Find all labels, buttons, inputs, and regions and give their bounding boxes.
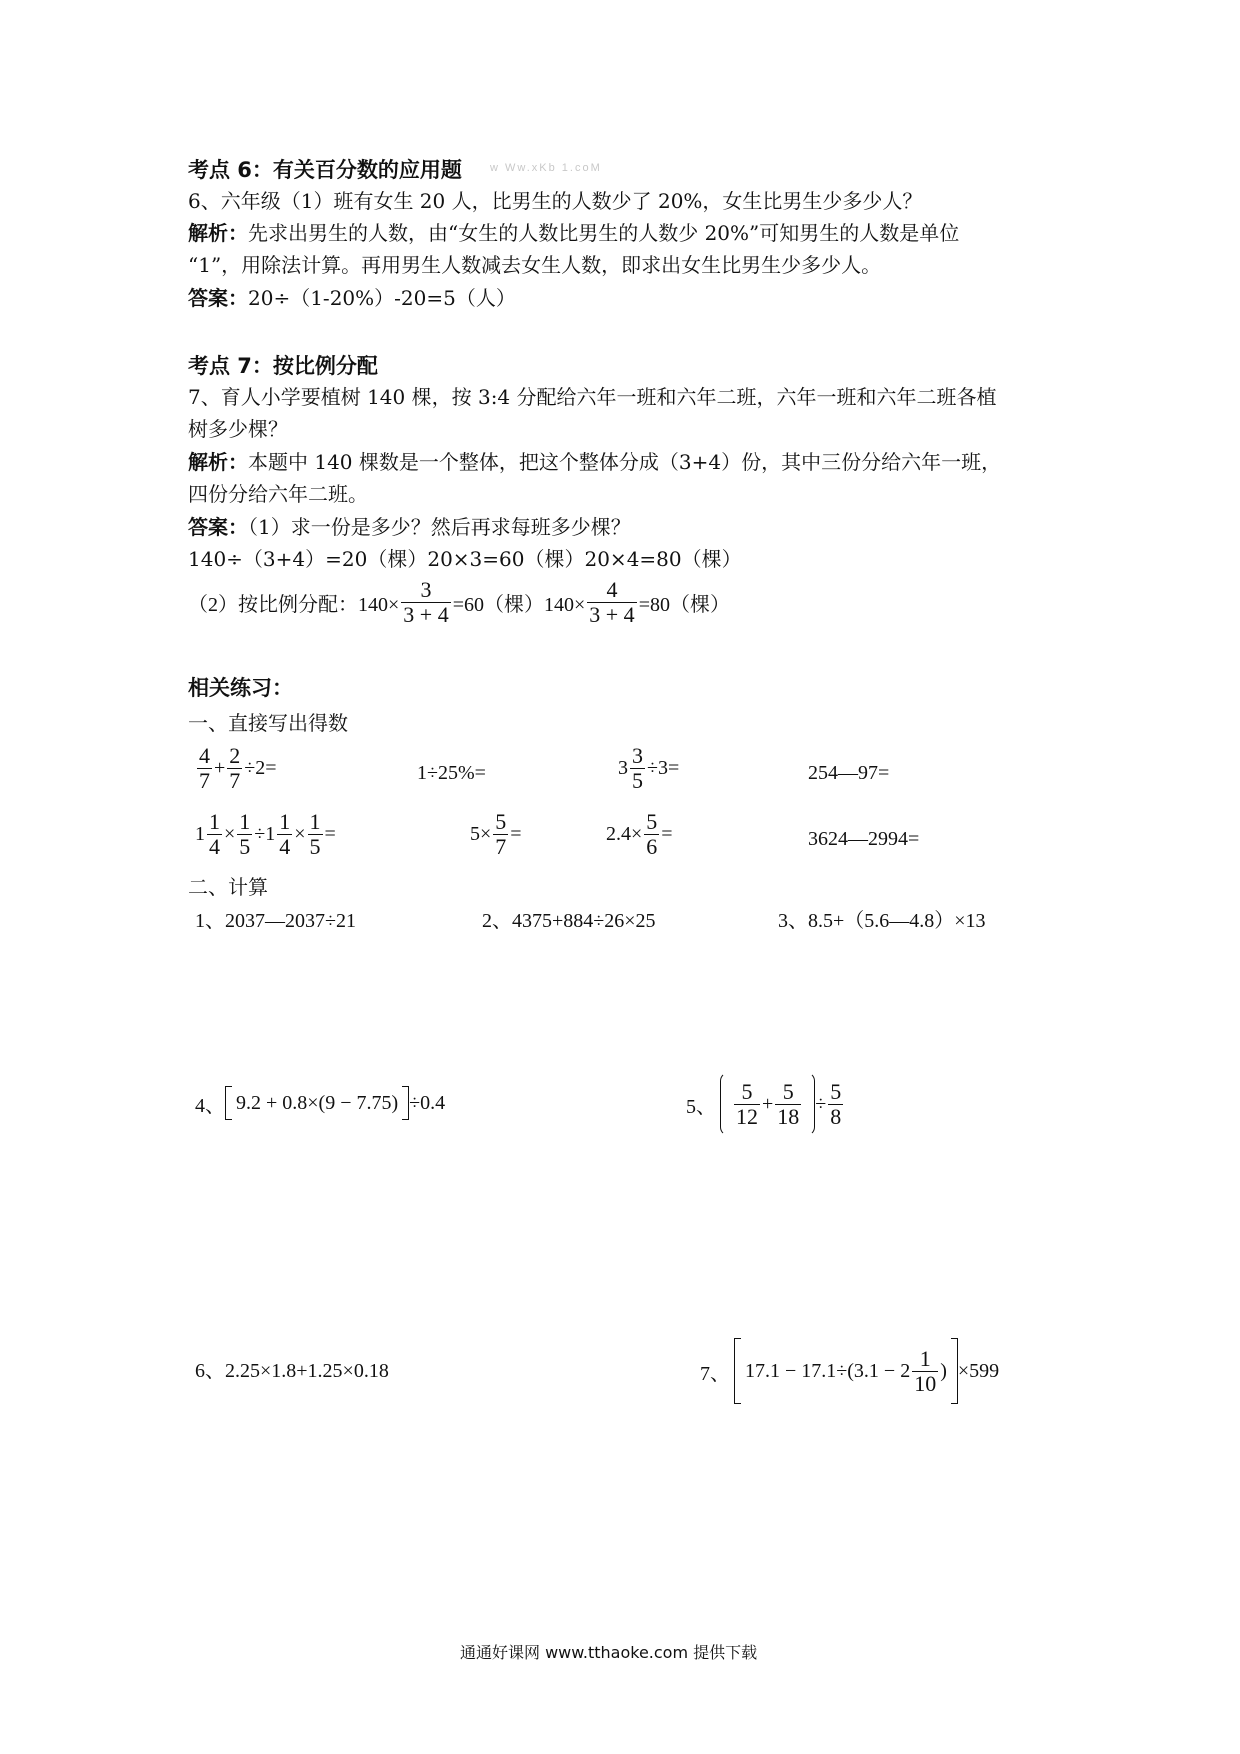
answer-text: （1）求一份是多少？然后再求每班多少棵？ [248, 515, 631, 539]
numerator: 1 [209, 809, 220, 834]
analysis-text: 先求出男生的人数，由“女生的人数比男生的人数少 20%”可知男生的人数是单位 [248, 221, 960, 245]
denominator: 7 [495, 834, 507, 859]
denominator: 3 + 4 [589, 602, 635, 627]
plus-sign: + [762, 1092, 774, 1115]
analysis-6-line1 [188, 218, 959, 248]
denominator: 12 [736, 1103, 758, 1129]
denominator: 6 [646, 834, 658, 859]
divide-sign: ÷ [815, 1092, 827, 1115]
equals-sign: = [324, 823, 336, 845]
left-bracket [225, 1086, 232, 1120]
fraction [197, 744, 212, 793]
denominator: 4 [209, 834, 220, 859]
fraction [587, 578, 636, 627]
times-sign: × [224, 823, 236, 845]
denominator: 10 [914, 1370, 937, 1396]
calc-1: 1、2037—2037÷21 [195, 910, 356, 932]
fraction [401, 578, 450, 627]
fraction [237, 810, 252, 859]
analysis-text: 本题中 140 棵数是一个整体，把这个整体分成（3+4）份，其中三份分给六年一班， [248, 450, 1002, 474]
section6-heading: 考点 6：有关百分数的应用题 [188, 158, 462, 182]
calc-2: 2、4375+884÷26×25 [482, 910, 656, 932]
question-6: 6、六年级（1）班有女生 20 人，比男生的人数少了 20%，女生比男生少多少人？ [188, 189, 923, 213]
denominator: 4 [279, 834, 291, 859]
denominator: 7 [199, 768, 210, 793]
section7-heading: 考点 7：按比例分配 [188, 354, 378, 378]
practice-heading: 相关练习： [188, 676, 293, 700]
numerator: 4 [199, 743, 210, 768]
numerator: 1 [309, 809, 321, 834]
whole-part: 1 [195, 823, 205, 845]
expression-tail: ÷2= [244, 757, 277, 779]
right-paren [806, 1072, 815, 1136]
expression-tail: ÷0.4 [409, 1091, 446, 1114]
item-label: 4、 [195, 1094, 225, 1117]
exercise-b1 [195, 810, 336, 859]
denominator: 18 [777, 1103, 800, 1129]
denominator: 5 [632, 768, 643, 793]
plus-sign: + [214, 757, 226, 779]
equals-sign: = [510, 823, 522, 845]
right-bracket [951, 1338, 958, 1404]
calc-4 [195, 1086, 445, 1120]
times-sign: × [294, 823, 306, 845]
left-bracket [734, 1338, 741, 1404]
right-bracket [402, 1086, 409, 1120]
whole-part: 3 [618, 757, 628, 779]
denominator: 5 [309, 834, 321, 859]
analysis-label: 解析： [188, 221, 248, 245]
analysis-6-line2: “1”，用除法计算。再用男生人数减去女生人数，即求出女生比男生少多少人。 [188, 253, 882, 277]
watermark: w Ww.xKb 1.coM [490, 162, 602, 174]
answer-label: 答案： [188, 286, 248, 310]
exercise-b4: 3624—2994= [808, 828, 920, 850]
numerator: 1 [279, 809, 291, 834]
fraction [775, 1080, 801, 1129]
bracket-expression: 9.2 + 0.8×(9 − 7.75) [236, 1091, 399, 1114]
denominator: 7 [229, 768, 241, 793]
exercise-a1 [195, 744, 277, 793]
numerator: 5 [646, 809, 658, 834]
page-footer: 通通好课网 www.tthaoke.com 提供下载 [460, 1643, 758, 1662]
exercise-b3 [606, 810, 673, 859]
exercise-a4: 254—97= [808, 762, 890, 784]
fraction [644, 810, 659, 859]
fraction [828, 1080, 843, 1129]
numerator: 2 [229, 743, 241, 768]
numerator: 5 [495, 809, 507, 834]
fraction [630, 744, 645, 793]
exercise-a3 [618, 744, 679, 793]
expression-tail: ÷3= [647, 757, 680, 779]
calc-6: 6、2.25×1.8+1.25×0.18 [195, 1360, 389, 1382]
calc-5 [686, 1072, 845, 1136]
fraction [277, 810, 292, 859]
bracket-expression: 17.1 − 17.1÷(3.1 − 2 [745, 1359, 911, 1382]
expression-prefix: 2.4× [606, 823, 643, 845]
answer-7-line2: 140÷（3+4）=20（棵）20×3=60（棵）20×4=80（棵） [188, 547, 742, 571]
numerator: 1 [912, 1347, 938, 1372]
exercise-b2 [470, 810, 522, 859]
fraction [734, 1080, 760, 1129]
answer-6 [188, 283, 516, 313]
denominator: 5 [239, 834, 251, 859]
numerator: 4 [587, 578, 636, 603]
calc-3: 3、8.5+（5.6—4.8）×13 [778, 910, 986, 932]
fraction [308, 810, 323, 859]
numerator: 5 [830, 1078, 842, 1104]
part1-heading: 一、直接写出得数 [188, 711, 348, 735]
expression-tail: ×599 [957, 1359, 1000, 1382]
answer-label: 答案： [188, 515, 248, 539]
divide-sign: ÷ [254, 823, 266, 845]
calc-7 [700, 1338, 999, 1404]
question-7-line1: 7、育人小学要植树 140 棵，按 3:4 分配给六年一班和六年二班，六年一班和六年二班各植 [188, 385, 997, 409]
question-7-line2: 树多少棵？ [188, 417, 288, 441]
fraction [912, 1347, 938, 1396]
part2-heading: 二、计算 [188, 875, 268, 899]
item-label: 7、 [700, 1362, 730, 1385]
fraction [207, 810, 222, 859]
fraction [493, 810, 508, 859]
numerator: 1 [239, 809, 251, 834]
method2-end: =80（棵） [638, 594, 730, 616]
numerator: 3 [632, 743, 643, 768]
method2-mid: =60（棵）140× [452, 594, 586, 616]
fraction [227, 744, 242, 793]
close-paren: ) [940, 1359, 947, 1382]
analysis-label: 解析： [188, 450, 248, 474]
method2-prefix: （2）按比例分配：140× [188, 594, 400, 616]
answer-7-line1 [188, 512, 631, 542]
item-label: 5、 [686, 1095, 716, 1118]
denominator: 8 [830, 1103, 842, 1129]
answer-7-method2 [188, 578, 730, 627]
numerator: 5 [734, 1080, 760, 1105]
analysis-7-line2: 四份分给六年二班。 [188, 482, 368, 506]
exercise-a2: 1÷25%= [417, 762, 486, 784]
whole-part: 1 [265, 823, 276, 845]
answer-text: 20÷（1-20%）-20=5（人） [248, 286, 516, 310]
numerator: 5 [775, 1080, 801, 1105]
denominator: 3 + 4 [403, 602, 449, 627]
left-paren [720, 1072, 729, 1136]
numerator: 3 [401, 578, 450, 603]
expression-prefix: 5× [470, 823, 492, 845]
equals-sign: = [661, 823, 673, 845]
analysis-7-line1 [188, 447, 1001, 477]
